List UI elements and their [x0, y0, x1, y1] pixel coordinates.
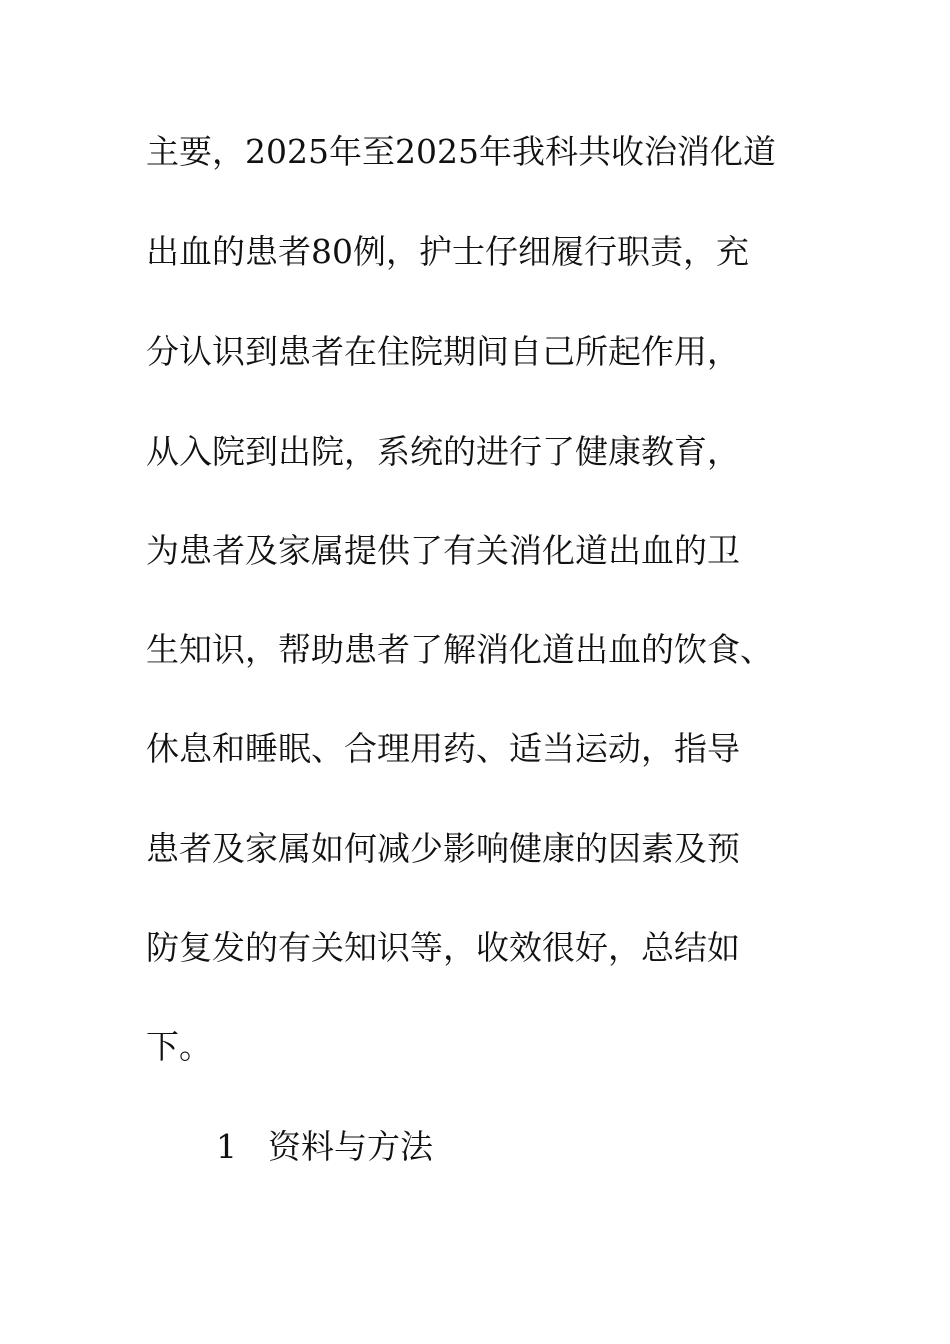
- section-number: 1: [216, 1127, 237, 1166]
- section-title: 资料与方法: [268, 1127, 433, 1166]
- paragraph-line: 生知识，帮助患者了解消化道出血的饮食、: [146, 630, 773, 669]
- paragraph-line: 出血的患者80例，护士仔细履行职责，充: [146, 232, 749, 271]
- paragraph-line: 休息和睡眠、合理用药、适当运动，指导: [146, 729, 740, 768]
- section-heading: [216, 1125, 433, 1169]
- paragraph-line: 下。: [146, 1027, 212, 1066]
- paragraph-line: 分认识到患者在住院期间自己所起作用，: [146, 332, 740, 371]
- paragraph-line: 患者及家属如何减少影响健康的因素及预: [146, 829, 740, 868]
- paragraph-line: 为患者及家属提供了有关消化道出血的卫: [146, 531, 740, 570]
- paragraph-line: 从入院到出院，系统的进行了健康教育，: [146, 432, 740, 471]
- paragraph-line: 主要，2025年至2025年我科共收治消化道: [146, 132, 776, 171]
- paragraph-line: 防复发的有关知识等，收效很好，总结如: [146, 928, 740, 967]
